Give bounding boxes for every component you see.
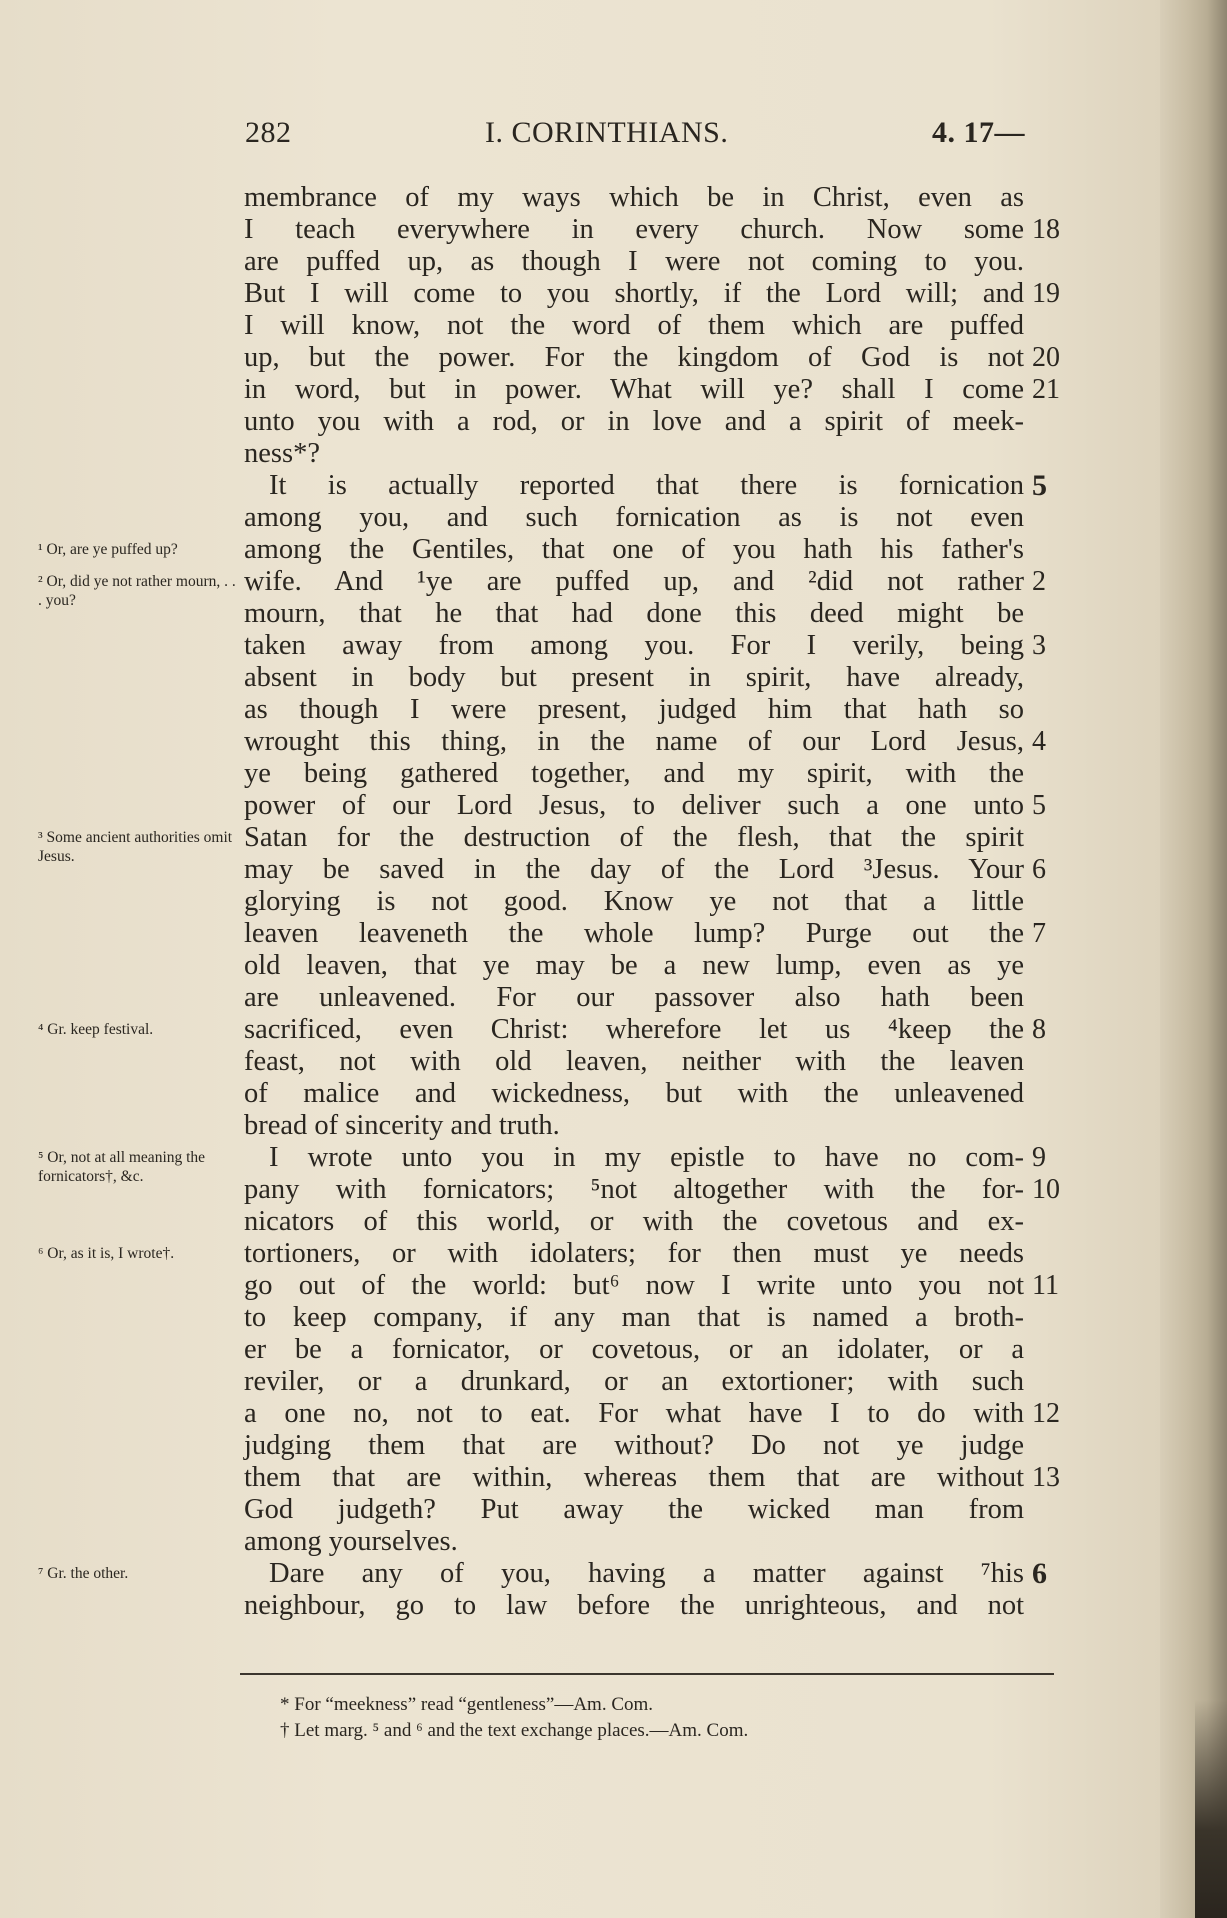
text-line [244, 1494, 1024, 1526]
text-line [244, 918, 1046, 950]
text-line [244, 822, 1024, 854]
line-text: old leaven, that ye may be a new lump, even as ye [244, 950, 1024, 981]
text-line [244, 1430, 1024, 1462]
margin-note: ¹ Or, are ye puffed up? [38, 541, 178, 558]
verse-number: 11 [1032, 1270, 1059, 1301]
line-text: membrance of my ways which be in Christ, even as [244, 182, 1024, 213]
text-line [244, 1174, 1060, 1206]
verse-number: 3 [1032, 630, 1046, 661]
chapter-number: 5 [1032, 469, 1047, 502]
text-line [244, 1526, 1024, 1558]
text-line [244, 950, 1024, 982]
text-line [244, 1110, 1024, 1142]
line-text: ye being gathered together, and my spirit, with the [244, 758, 1024, 789]
line-text: wife. And ¹ye are puffed up, and ²did not rather [244, 566, 1024, 597]
text-line [244, 790, 1046, 822]
line-text: bread of sincerity and truth. [244, 1110, 560, 1141]
margin-note: ³ Some ancient authorities omit Jesus. [38, 829, 233, 865]
line-text: Dare any of you, having a matter against ⁷his [269, 1558, 1024, 1589]
text-line [244, 406, 1024, 438]
verse-number: 5 [1032, 790, 1046, 821]
verse-number: 18 [1032, 214, 1060, 245]
line-text: as though I were present, judged him that hath so [244, 694, 1024, 725]
text-line [244, 502, 1024, 534]
text-line [244, 662, 1024, 694]
text-line [244, 342, 1060, 374]
text-line [244, 886, 1024, 918]
verse-number: 9 [1032, 1142, 1046, 1173]
text-line [244, 598, 1024, 630]
verse-number: 4 [1032, 726, 1046, 757]
footnote: * For “meekness” read “gentleness”—Am. Com. [280, 1694, 654, 1715]
line-text: a one no, not to eat. For what have I to do with [244, 1398, 1024, 1429]
text-line [244, 214, 1060, 246]
line-text: It is actually reported that there is fornication [269, 470, 1024, 501]
line-text: among yourselves. [244, 1526, 458, 1557]
verse-number: 2 [1032, 566, 1046, 597]
margin-note: ⁴ Gr. keep festival. [38, 1021, 154, 1038]
line-text: mourn, that he that had done this deed might be [244, 598, 1024, 629]
line-text: up, but the power. For the kingdom of God is not [244, 342, 1024, 373]
verse-number: 13 [1032, 1462, 1060, 1493]
line-text: absent in body but present in spirit, have already, [244, 662, 1024, 693]
verse-number: 8 [1032, 1014, 1046, 1045]
line-text: to keep company, if any man that is named a broth- [244, 1302, 1024, 1333]
text-line [244, 758, 1024, 790]
line-text: are puffed up, as though I were not coming to you. [244, 246, 1024, 277]
text-line [244, 1557, 1047, 1590]
text-line [244, 1590, 1024, 1622]
line-text: wrought this thing, in the name of our Lord Jesus, [244, 726, 1024, 757]
line-text: leaven leaveneth the whole lump? Purge out the [244, 918, 1024, 949]
footnote-rule [240, 1673, 1054, 1675]
text-line [244, 1334, 1024, 1366]
line-text: go out of the world: but⁶ now I write unto you not [244, 1270, 1024, 1301]
line-text: But I will come to you shortly, if the Lord will; and [244, 278, 1024, 309]
line-text: reviler, or a drunkard, or an extortioner; with such [244, 1366, 1024, 1397]
text-line [244, 278, 1060, 310]
text-line [244, 1462, 1060, 1494]
text-line [244, 1014, 1046, 1046]
text-line [244, 566, 1046, 598]
text-line [244, 1142, 1046, 1174]
line-text: are unleavened. For our passover also hath been [244, 982, 1024, 1013]
verse-number: 7 [1032, 918, 1046, 949]
text-line [244, 310, 1024, 342]
text-line [244, 1078, 1024, 1110]
line-text: unto you with a rod, or in love and a spirit of meek- [244, 406, 1024, 437]
page-edge [1160, 0, 1227, 1918]
scripture-text [244, 182, 1060, 1622]
line-text: nicators of this world, or with the covetous and ex- [244, 1206, 1024, 1237]
verse-number: 6 [1032, 854, 1046, 885]
page-number: 282 [245, 116, 292, 149]
text-line [244, 694, 1024, 726]
line-text: sacrificed, even Christ: wherefore let us ⁴keep the [244, 1014, 1024, 1045]
line-text: tortioners, or with idolaters; for then must ye needs [244, 1238, 1024, 1269]
margin-note: ⁶ Or, as it is, I wrote†. [38, 1245, 175, 1262]
text-line [244, 438, 1024, 470]
margin-note: ² Or, did ye not rather mourn, . . . you? [38, 573, 236, 609]
verse-number: 12 [1032, 1398, 1060, 1429]
running-header [245, 116, 1025, 160]
line-text: in word, but in power. What will ye? shall I come [244, 374, 1024, 405]
text-line [244, 630, 1046, 662]
line-text: judging them that are without? Do not ye judge [244, 1430, 1024, 1461]
page-edge-shadow [1195, 1700, 1227, 1918]
line-text: among you, and such fornication as is not even [244, 502, 1024, 533]
text-line [244, 374, 1060, 406]
line-text: may be saved in the day of the Lord ³Jesus. Your [244, 854, 1024, 885]
line-text: ness*? [244, 438, 320, 469]
text-line [244, 1206, 1024, 1238]
text-line [244, 1366, 1024, 1398]
text-line [244, 726, 1046, 758]
book-title: I. CORINTHIANS. [485, 116, 729, 149]
chapter-verse-reference: 4. 17— [932, 116, 1025, 149]
line-text: Satan for the destruction of the flesh, that the spirit [244, 822, 1024, 853]
line-text: of malice and wickedness, but with the unleavened [244, 1078, 1024, 1109]
text-line [244, 469, 1047, 502]
line-text: I wrote unto you in my epistle to have no com- [269, 1142, 1024, 1173]
text-line [244, 182, 1024, 214]
verse-number: 20 [1032, 342, 1060, 373]
line-text: er be a fornicator, or covetous, or an idolater, or a [244, 1334, 1024, 1365]
verse-number: 10 [1032, 1174, 1060, 1205]
line-text: power of our Lord Jesus, to deliver such a one unto [244, 790, 1024, 821]
text-line [244, 1302, 1024, 1334]
text-line [244, 1398, 1060, 1430]
text-line [244, 982, 1024, 1014]
chapter-number: 6 [1032, 1557, 1047, 1590]
text-line [244, 534, 1024, 566]
line-text: glorying is not good. Know ye not that a little [244, 886, 1024, 917]
line-text: them that are within, whereas them that are without [244, 1462, 1024, 1493]
verse-number: 19 [1032, 278, 1060, 309]
line-text: pany with fornicators; ⁵not altogether with the for- [244, 1174, 1024, 1205]
line-text: I teach everywhere in every church. Now some [244, 214, 1024, 245]
margin-note: ⁷ Gr. the other. [38, 1565, 129, 1582]
text-line [244, 854, 1046, 886]
margin-note: ⁵ Or, not at all meaning the fornicators†, &c. [38, 1149, 206, 1185]
verse-number: 21 [1032, 374, 1060, 405]
line-text: God judgeth? Put away the wicked man from [244, 1494, 1024, 1525]
footnote: † Let marg. ⁵ and ⁶ and the text exchange places.—Am. Com. [280, 1720, 749, 1741]
line-text: neighbour, go to law before the unrighteous, and not [244, 1590, 1024, 1621]
line-text: I will know, not the word of them which are puffed [244, 310, 1024, 341]
text-line [244, 1238, 1024, 1270]
line-text: feast, not with old leaven, neither with the leaven [244, 1046, 1024, 1077]
text-line [244, 1270, 1059, 1302]
line-text: among the Gentiles, that one of you hath his father's [244, 534, 1024, 565]
text-line [244, 246, 1024, 278]
line-text: taken away from among you. For I verily, being [244, 630, 1024, 661]
text-line [244, 1046, 1024, 1078]
